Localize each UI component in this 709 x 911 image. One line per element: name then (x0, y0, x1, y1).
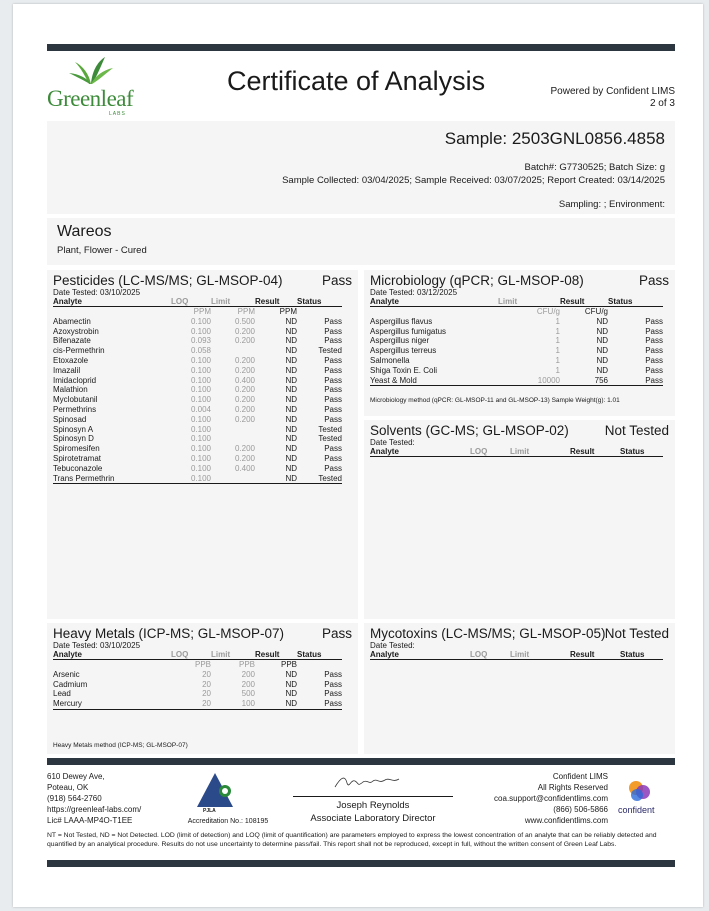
lims-website[interactable]: www.confidentlims.com (524, 816, 608, 825)
leaf-icon (61, 56, 121, 86)
address-line: 610 Dewey Ave, (47, 772, 105, 781)
cell-analyte: Salmonella (370, 355, 410, 365)
cell-limit: 1 (555, 326, 560, 336)
cell-loq: 20 (202, 679, 211, 689)
solvents-table (370, 447, 663, 457)
cell-loq: 20 (202, 689, 211, 699)
signatory-role: Associate Laboratory Director (310, 813, 436, 824)
table-row (53, 699, 342, 709)
col-loq: LOQ (470, 447, 510, 457)
table-row (53, 405, 342, 415)
panel-status: Not Tested (604, 626, 669, 641)
bottom-bar (47, 860, 675, 867)
heavy-metals-note: Heavy Metals method (ICP-MS; GL-MSOP-07) (53, 742, 188, 749)
confident-logo-text: confident (618, 805, 655, 815)
cell-analyte: Abamectin (53, 316, 91, 326)
table-row (370, 346, 663, 356)
cell-status: Pass (324, 463, 342, 473)
panel-date: Date Tested: (370, 641, 415, 650)
cell-limit: 0.200 (234, 444, 255, 454)
cell-limit: 1 (555, 365, 560, 375)
col-result: Result (255, 297, 297, 307)
table-row (53, 366, 342, 376)
table-row (53, 680, 342, 690)
cell-status: Tested (318, 346, 342, 356)
pesticides-table (53, 297, 342, 484)
logo-subtext: LABS (109, 111, 126, 117)
cell-limit: 500 (241, 689, 255, 699)
cell-loq: 0.100 (190, 395, 211, 405)
cell-loq: 0.100 (190, 424, 211, 434)
col-status: Status (620, 447, 663, 457)
cell-analyte: Spinosyn A (53, 424, 94, 434)
cell-analyte: Myclobutanil (53, 395, 98, 405)
cell-result: 756 (560, 376, 608, 386)
cell-result: ND (285, 316, 297, 326)
col-result: Result (570, 447, 620, 457)
cell-analyte: Tebuconazole (53, 463, 103, 473)
panel-title: Solvents (GC-MS; GL-MSOP-02) (370, 423, 569, 438)
cell-limit: 0.500 (234, 316, 255, 326)
cell-result: ND (285, 689, 297, 699)
cell-status: Pass (645, 346, 663, 356)
lab-phone: (918) 564-2760 (47, 794, 102, 803)
col-analyte: Analyte (370, 447, 470, 457)
col-loq: LOQ (470, 650, 510, 660)
col-analyte: Analyte (370, 297, 498, 307)
cell-analyte: Aspergillus flavus (370, 316, 433, 326)
cell-analyte: Imazalil (53, 365, 81, 375)
cell-limit (211, 346, 255, 356)
cell-limit: 0.200 (234, 326, 255, 336)
cell-status: Tested (297, 474, 342, 484)
table-row (53, 336, 342, 346)
table-row (53, 454, 342, 464)
cell-analyte: Bifenazate (53, 336, 91, 346)
cell-status: Pass (645, 355, 663, 365)
col-result: Result (255, 650, 297, 660)
cell-status: Pass (324, 326, 342, 336)
unit-loq: PPB (194, 660, 211, 669)
cell-loq: 0.100 (190, 375, 211, 385)
cell-limit (211, 434, 255, 444)
lims-phone: (866) 506-5866 (553, 805, 608, 814)
table-row (370, 317, 663, 327)
cell-analyte: Permethrins (53, 404, 97, 414)
col-status: Status (608, 297, 663, 307)
logo-text: Greenleaf (47, 86, 134, 111)
signature-block (293, 770, 453, 826)
table-row (370, 327, 663, 337)
address-line: Poteau, OK (47, 783, 89, 792)
page-title: Certificate of Analysis (227, 66, 486, 96)
lims-email[interactable]: coa.support@confidentlims.com (494, 794, 608, 803)
cell-analyte: Aspergillus terreus (370, 346, 437, 356)
disclaimer: NT = Not Tested, ND = Not Detected. LOD (limit of detection) and LOQ (limit of quantification) are parameters employed to express the lowest concentration of an analyte that can be reliably detected and quantified by an analytical procedure. Results do not use uncertainty to determine pass/fail. This report shall not be reproduced, except in full, without the written consent of Green Leaf Labs. (47, 832, 657, 848)
col-analyte: Analyte (370, 650, 470, 660)
signatory-name: Joseph Reynolds (336, 800, 410, 811)
sample-id: Sample: 2503GNL0856.4858 (444, 129, 665, 148)
col-limit: Limit (510, 650, 570, 660)
cell-result: ND (255, 474, 297, 484)
product-info (47, 218, 675, 265)
mycotoxins-panel (364, 623, 675, 754)
product-type: Plant, Flower - Cured (57, 245, 147, 256)
cell-analyte: Etoxazole (53, 355, 89, 365)
cell-limit: 0.400 (234, 463, 255, 473)
panel-title: Heavy Metals (ICP-MS; GL-MSOP-07) (53, 626, 285, 641)
cell-status: Pass (324, 336, 342, 346)
cell-status: Pass (324, 365, 342, 375)
header (47, 54, 675, 116)
table-row (53, 395, 342, 405)
table-row (370, 376, 663, 386)
cell-status: Pass (324, 395, 342, 405)
table-row (370, 356, 663, 366)
cell-analyte: Yeast & Mold (370, 376, 498, 386)
cell-limit (211, 425, 255, 435)
sample-info (47, 121, 675, 214)
cell-limit: 200 (241, 669, 255, 679)
table-row (53, 385, 342, 395)
heavy-metals-table (53, 650, 342, 710)
cell-result: ND (596, 316, 608, 326)
lims-info (494, 771, 608, 826)
confident-logo-icon (627, 779, 653, 803)
cell-status: Pass (645, 316, 663, 326)
cell-analyte: Lead (53, 689, 71, 699)
page-number: 2 of 3 (649, 98, 675, 109)
product-name: Wareos (57, 223, 112, 240)
cell-status: Pass (324, 385, 342, 395)
microbiology-panel (364, 270, 675, 416)
cell-result: ND (596, 365, 608, 375)
mycotoxins-header (370, 626, 669, 642)
cell-limit: 0.200 (234, 365, 255, 375)
col-analyte: Analyte (53, 297, 171, 307)
cell-result: ND (285, 365, 297, 375)
cell-limit (211, 474, 255, 484)
table-row (53, 327, 342, 337)
table-row (53, 434, 342, 444)
lab-website[interactable]: https://greenleaf-labs.com/ (47, 805, 142, 814)
coa-page (13, 4, 703, 907)
cell-result: ND (285, 395, 297, 405)
cell-analyte: Malathion (53, 385, 88, 395)
lab-address (47, 771, 141, 826)
cell-result: ND (596, 326, 608, 336)
cell-analyte: Imidacloprid (53, 375, 97, 385)
cell-result: ND (285, 385, 297, 395)
cell-loq: 20 (202, 669, 211, 679)
table-row (53, 346, 342, 356)
panel-status: Not Tested (604, 423, 669, 438)
cell-result: ND (596, 336, 608, 346)
cell-result: ND (285, 434, 297, 444)
greenleaf-logo (47, 60, 167, 117)
cell-status: Pass (324, 414, 342, 424)
col-result: Result (570, 650, 620, 660)
cell-loq: 0.100 (190, 453, 211, 463)
cell-analyte: Aspergillus niger (370, 336, 430, 346)
table-row (53, 317, 342, 327)
microbiology-note: Microbiology method (qPCR: GL-MSOP-11 and GL-MSOP-13) Sample Weight(g): 1.01 (370, 397, 620, 404)
sampling-info: Sampling: ; Environment: (558, 199, 665, 210)
table-row (370, 366, 663, 376)
col-status: Status (297, 297, 342, 307)
cell-loq: 0.100 (190, 316, 211, 326)
cell-limit: 0.200 (234, 395, 255, 405)
cell-analyte: Spirotetramat (53, 453, 102, 463)
cell-limit: 200 (241, 679, 255, 689)
cell-limit: 1 (555, 355, 560, 365)
cell-status: Pass (324, 316, 342, 326)
cell-limit: 0.200 (234, 453, 255, 463)
cell-limit: 100 (211, 699, 255, 709)
powered-by (550, 86, 675, 110)
table-row (53, 689, 342, 699)
cell-loq: 0.058 (190, 346, 211, 356)
cell-result: ND (255, 699, 297, 709)
sample-dates: Sample Collected: 03/04/2025; Sample Received: 03/07/2025; Report Created: 03/14/2025 (282, 175, 665, 186)
cell-status: Pass (608, 376, 663, 386)
cell-status: Pass (324, 355, 342, 365)
cell-result: ND (596, 355, 608, 365)
solvents-header (370, 423, 669, 439)
cell-limit: 1 (555, 336, 560, 346)
cell-status: Pass (324, 375, 342, 385)
signature-line (293, 796, 453, 797)
col-status: Status (620, 650, 663, 660)
cell-loq: 0.100 (190, 385, 211, 395)
cell-loq: 0.100 (190, 463, 211, 473)
cell-result: ND (285, 404, 297, 414)
cell-loq: 0.100 (190, 444, 211, 454)
lab-license: Lic# LAAA-MP4O-T1EE (47, 816, 133, 825)
cell-analyte: Spinosyn D (53, 434, 94, 444)
cell-limit: 1 (555, 346, 560, 356)
col-limit: Limit (498, 297, 560, 307)
cell-status: Pass (324, 679, 342, 689)
unit-limit: CFU/g (536, 307, 560, 316)
cell-result: ND (285, 669, 297, 679)
cell-status: Pass (645, 365, 663, 375)
cell-analyte: Trans Permethrin (53, 474, 171, 484)
col-analyte: Analyte (53, 650, 171, 660)
accreditation-number: Accreditation No.: 108195 (187, 818, 269, 825)
unit-loq: PPM (193, 307, 211, 316)
cell-limit: 0.200 (234, 355, 255, 365)
solvents-panel (364, 420, 675, 619)
lims-name: Confident LIMS (552, 772, 608, 781)
table-row (53, 444, 342, 454)
cell-loq: 0.100 (190, 355, 211, 365)
panel-status: Pass (321, 273, 352, 288)
cell-loq: 0.004 (190, 404, 211, 414)
cell-result: ND (285, 679, 297, 689)
panel-status: Pass (638, 273, 669, 288)
cell-analyte: Mercury (53, 699, 171, 709)
cell-status: Pass (297, 699, 342, 709)
cell-result: ND (285, 414, 297, 424)
cell-loq: 20 (171, 699, 211, 709)
table-row (53, 464, 342, 474)
table-row (53, 474, 342, 484)
cell-analyte: Shiga Toxin E. Coli (370, 365, 437, 375)
col-limit: Limit (510, 447, 570, 457)
cell-status: Pass (324, 444, 342, 454)
panel-date: Date Tested: (370, 438, 415, 447)
footer-bar (47, 758, 675, 765)
cell-limit: 0.200 (234, 404, 255, 414)
table-row (53, 376, 342, 386)
col-result: Result (560, 297, 608, 307)
cell-limit: 0.200 (234, 385, 255, 395)
table-row (53, 415, 342, 425)
header-bar (47, 44, 675, 51)
cell-limit: 10000 (498, 376, 560, 386)
signature-image (333, 773, 403, 793)
panel-title: Microbiology (qPCR; GL-MSOP-08) (370, 273, 584, 288)
cell-loq: 0.100 (190, 326, 211, 336)
cell-status: Pass (645, 336, 663, 346)
cell-analyte: Spinosad (53, 414, 87, 424)
pesticides-panel (47, 270, 358, 619)
mycotoxins-table (370, 650, 663, 660)
table-row (53, 356, 342, 366)
heavy-metals-panel (47, 623, 358, 754)
unit-limit: PPB (238, 660, 255, 669)
pjla-logo-icon (195, 771, 251, 811)
table-row (53, 425, 342, 435)
cell-result: ND (285, 336, 297, 346)
cell-analyte: Azoxystrobin (53, 326, 99, 336)
powered-by-text: Powered by Confident LIMS (550, 86, 675, 97)
accreditation (173, 771, 273, 827)
cell-loq: 0.093 (190, 336, 211, 346)
cell-limit: 0.200 (234, 336, 255, 346)
col-limit: Limit (211, 650, 255, 660)
panel-date: Date Tested: 03/12/2025 (370, 288, 458, 297)
cell-result: ND (285, 355, 297, 365)
unit-result: PPB (280, 660, 297, 669)
unit-result: PPM (279, 307, 297, 316)
cell-result: ND (285, 424, 297, 434)
cell-status: Pass (324, 669, 342, 679)
panel-title: Mycotoxins (LC-MS/MS; GL-MSOP-05) (370, 626, 606, 641)
pesticides-header (53, 273, 352, 289)
cell-status: Pass (324, 453, 342, 463)
cell-limit: 1 (555, 316, 560, 326)
heavy-metals-header (53, 626, 352, 642)
cell-result: ND (285, 463, 297, 473)
cell-result: ND (596, 346, 608, 356)
cell-loq: 0.100 (190, 434, 211, 444)
pjla-label: PJLA (203, 808, 216, 814)
table-row (53, 670, 342, 680)
col-limit: Limit (211, 297, 255, 307)
cell-status: Tested (318, 434, 342, 444)
cell-analyte: Cadmium (53, 679, 88, 689)
cell-result: ND (285, 453, 297, 463)
microbiology-header (370, 273, 669, 289)
col-loq: LOQ (171, 650, 211, 660)
unit-result: CFU/g (584, 307, 608, 316)
cell-loq: 0.100 (190, 365, 211, 375)
cell-analyte: Aspergillus fumigatus (370, 326, 447, 336)
cell-status: Pass (324, 404, 342, 414)
lims-rights: All Rights Reserved (537, 783, 608, 792)
cell-result: ND (285, 346, 297, 356)
cell-status: Pass (645, 326, 663, 336)
cell-status: Pass (324, 689, 342, 699)
col-status: Status (297, 650, 342, 660)
cell-result: ND (285, 444, 297, 454)
cell-loq: 0.100 (171, 474, 211, 484)
cell-analyte: Spiromesifen (53, 444, 100, 454)
cell-analyte: cis-Permethrin (53, 346, 105, 356)
confident-logo (618, 779, 663, 819)
cell-limit: 0.200 (234, 414, 255, 424)
cell-loq: 0.100 (190, 414, 211, 424)
cell-status: Tested (318, 424, 342, 434)
panel-date: Date Tested: 03/10/2025 (53, 288, 141, 297)
panel-status: Pass (321, 626, 352, 641)
table-row (370, 336, 663, 346)
sample-meta (282, 161, 665, 187)
unit-limit: PPM (237, 307, 255, 316)
cell-result: ND (285, 326, 297, 336)
cell-limit: 0.400 (234, 375, 255, 385)
panel-title: Pesticides (LC-MS/MS; GL-MSOP-04) (53, 273, 283, 288)
panel-date: Date Tested: 03/10/2025 (53, 641, 141, 650)
batch-info: Batch#: G7730525; Batch Size: g (524, 162, 665, 173)
microbiology-table (370, 297, 663, 386)
cell-result: ND (285, 375, 297, 385)
col-loq: LOQ (171, 297, 211, 307)
cell-analyte: Arsenic (53, 669, 80, 679)
